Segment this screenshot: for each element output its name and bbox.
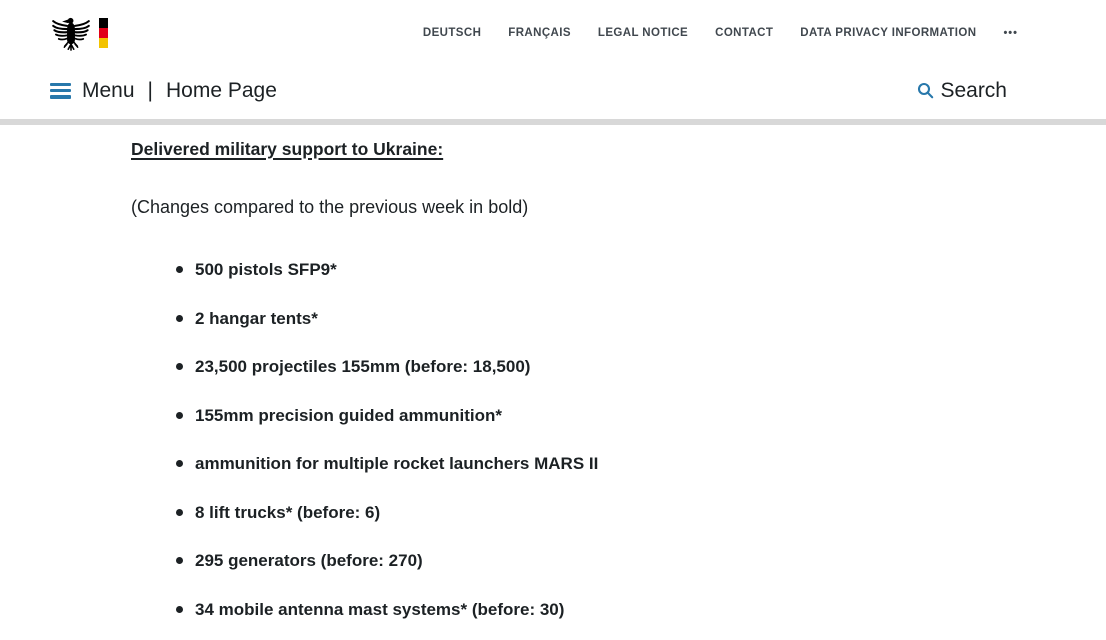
nav-link-deutsch[interactable]: DEUTSCH bbox=[422, 27, 482, 39]
nav-link-francais[interactable]: FRANÇAIS bbox=[508, 27, 571, 39]
federal-eagle-icon bbox=[52, 15, 90, 51]
government-logo[interactable] bbox=[52, 15, 108, 51]
hamburger-menu-icon bbox=[50, 83, 71, 99]
menu-bar-left bbox=[50, 79, 277, 103]
nav-link-data-privacy[interactable]: DATA PRIVACY INFORMATION bbox=[800, 27, 977, 39]
list-item: 295 generators (before: 270) bbox=[195, 551, 1046, 571]
content-note: (Changes compared to the previous week in bold) bbox=[131, 197, 529, 217]
list-item: 23,500 projectiles 155mm (before: 18,500) bbox=[195, 357, 1046, 377]
support-list bbox=[131, 260, 1046, 620]
page-title: Delivered military support to Ukraine: bbox=[131, 139, 444, 159]
nav-link-legal-notice[interactable]: LEGAL NOTICE bbox=[597, 27, 689, 39]
site-header bbox=[0, 0, 1106, 119]
home-page-link[interactable]: Home Page bbox=[166, 78, 277, 102]
top-navigation bbox=[423, 27, 1018, 39]
top-bar bbox=[0, 0, 1106, 62]
list-item: ammunition for multiple rocket launchers MARS II bbox=[195, 454, 1046, 474]
list-item: 155mm precision guided ammunition* bbox=[195, 406, 1046, 426]
more-menu-icon[interactable]: ••• bbox=[1003, 26, 1018, 39]
list-item: 34 mobile antenna mast systems* (before: 30) bbox=[195, 600, 1046, 620]
list-item: 8 lift trucks* (before: 6) bbox=[195, 503, 1046, 523]
menu-button[interactable] bbox=[50, 79, 135, 103]
list-item: 500 pistols SFP9* bbox=[195, 260, 1046, 280]
menu-bar bbox=[0, 62, 1106, 119]
search-label: Search bbox=[940, 78, 1007, 102]
search-button[interactable] bbox=[917, 79, 1007, 103]
menu-button-label: Menu bbox=[82, 78, 135, 102]
search-icon bbox=[917, 82, 934, 99]
nav-link-contact[interactable]: CONTACT bbox=[715, 27, 774, 39]
menu-separator: | bbox=[147, 78, 153, 102]
main-content bbox=[0, 125, 1106, 620]
list-item: 2 hangar tents* bbox=[195, 309, 1046, 329]
german-flag-stripe bbox=[99, 18, 108, 48]
